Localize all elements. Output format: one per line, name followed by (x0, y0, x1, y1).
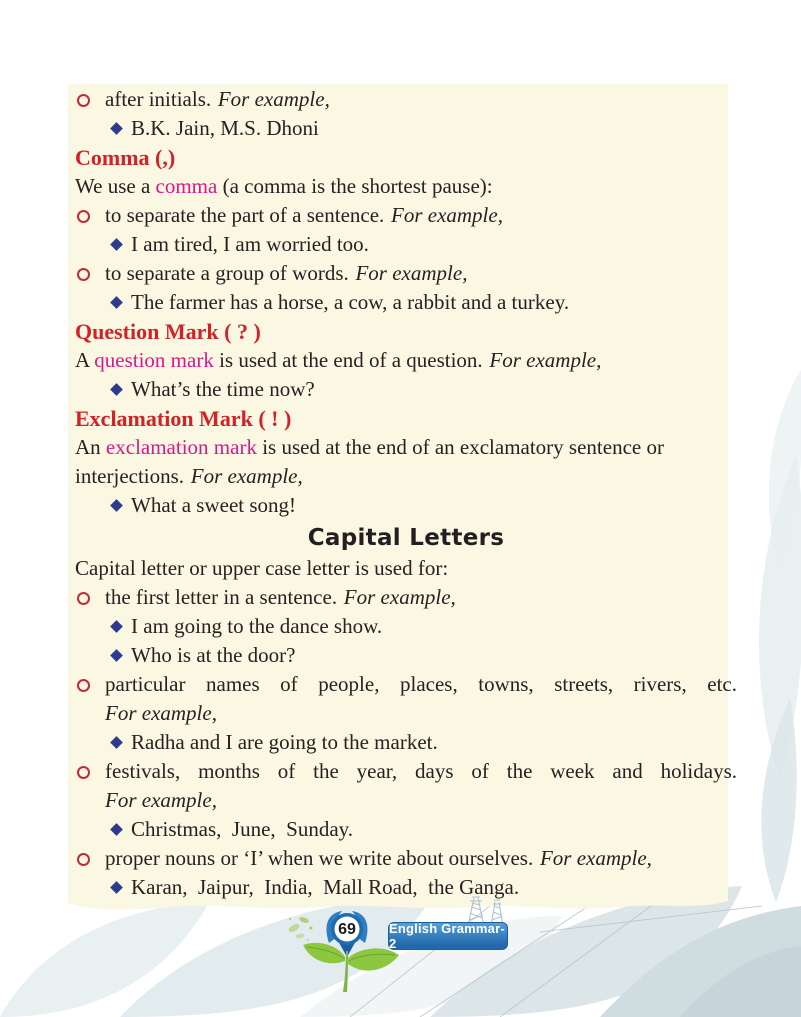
for-example-label: For example, (190, 464, 303, 488)
page-number-badge: 69 (338, 921, 356, 938)
lead-text: is used at the end of an exclamatory sentence or interjections. (75, 435, 664, 488)
bullet-text: particular names of people, places, towns, streets, rivers, etc. (105, 672, 737, 696)
bullet-item (75, 757, 737, 815)
for-example-label: For example, (105, 788, 217, 812)
example-text: B.K. Jain, M.S. Dhoni (131, 116, 319, 140)
bullet-item (75, 201, 737, 230)
bullet-text: festivals, months of the year, days of the week and holidays. (105, 759, 737, 783)
example-item (75, 375, 737, 404)
diamond-bullet-icon (110, 238, 123, 251)
example-item (75, 728, 737, 757)
example-text: What’s the time now? (131, 377, 315, 401)
for-example-label: For example, (489, 348, 602, 372)
section-lead: Capital letter or upper case letter is used for: (75, 556, 449, 580)
circle-bullet-icon (77, 94, 90, 107)
for-example-label: For example, (355, 261, 468, 285)
bullet-item (75, 259, 737, 288)
circle-bullet-icon (77, 766, 90, 779)
lead-text: is used at the end of a question. (213, 348, 483, 372)
plant-logo-icon (295, 903, 407, 995)
bullet-text: to separate the part of a sentence. (105, 203, 385, 227)
example-text: The farmer has a horse, a cow, a rabbit and a turkey. (131, 290, 570, 314)
circle-bullet-icon (77, 268, 90, 281)
example-text: I am tired, I am worried too. (131, 232, 369, 256)
bullet-text: to separate a group of words. (105, 261, 349, 285)
diamond-bullet-icon (110, 881, 123, 894)
lead-text: (a comma is the shortest pause): (217, 174, 493, 198)
bullet-item (75, 583, 737, 612)
bullet-item (75, 85, 737, 114)
lead-text: We use a (75, 174, 156, 198)
for-example-label: For example, (391, 203, 503, 227)
section-heading-comma: Comma (,) (75, 145, 176, 170)
diamond-bullet-icon (110, 620, 123, 633)
example-text: I am going to the dance show. (131, 614, 383, 638)
diamond-bullet-icon (110, 296, 123, 309)
bullet-text: the first letter in a sentence. (105, 585, 338, 609)
keyword-question-mark: question mark (94, 348, 214, 372)
example-text: Who is at the door? (131, 643, 296, 667)
lead-text: An (75, 435, 106, 459)
circle-bullet-icon (77, 853, 90, 866)
circle-bullet-icon (77, 210, 90, 223)
example-item (75, 873, 737, 902)
bullet-item (75, 670, 737, 728)
diamond-bullet-icon (110, 736, 123, 749)
example-item (75, 230, 737, 259)
example-text: What a sweet song! (131, 493, 297, 517)
example-item (75, 114, 737, 143)
circle-bullet-icon (77, 592, 90, 605)
section-lead (75, 346, 737, 375)
section-lead (75, 172, 737, 201)
diamond-bullet-icon (110, 383, 123, 396)
bullet-text: proper nouns or ‘I’ when we write about ourselves. (105, 846, 534, 870)
example-item (75, 641, 737, 670)
example-item (75, 612, 737, 641)
example-text: Karan, Jaipur, India, Mall Road, the Ganga. (131, 875, 520, 899)
diamond-bullet-icon (110, 649, 123, 662)
example-item (75, 288, 737, 317)
bullet-text: after initials. (105, 87, 212, 111)
section-heading-exclamation-mark: Exclamation Mark ( ! ) (75, 406, 292, 431)
for-example-label: For example, (539, 846, 652, 870)
example-text: Radha and I are going to the market. (131, 730, 438, 754)
for-example-label: For example, (217, 87, 330, 111)
diamond-bullet-icon (110, 499, 123, 512)
book-title: English Grammar-2 (389, 921, 505, 951)
for-example-label: For example, (105, 701, 217, 725)
keyword-exclamation-mark: exclamation mark (105, 435, 257, 459)
page-content (75, 85, 737, 902)
for-example-label: For example, (343, 585, 456, 609)
example-item (75, 491, 737, 520)
bullet-item (75, 844, 737, 873)
example-item (75, 815, 737, 844)
example-text: Christmas, June, Sunday. (131, 817, 354, 841)
section-lead (75, 433, 737, 491)
lead-text: A (75, 348, 95, 372)
section-heading-capital-letters: Capital Letters (307, 525, 505, 551)
section-heading-question-mark: Question Mark ( ? ) (75, 319, 261, 344)
diamond-bullet-icon (110, 122, 123, 135)
keyword-comma: comma (155, 174, 218, 198)
circle-bullet-icon (77, 679, 90, 692)
diamond-bullet-icon (110, 823, 123, 836)
